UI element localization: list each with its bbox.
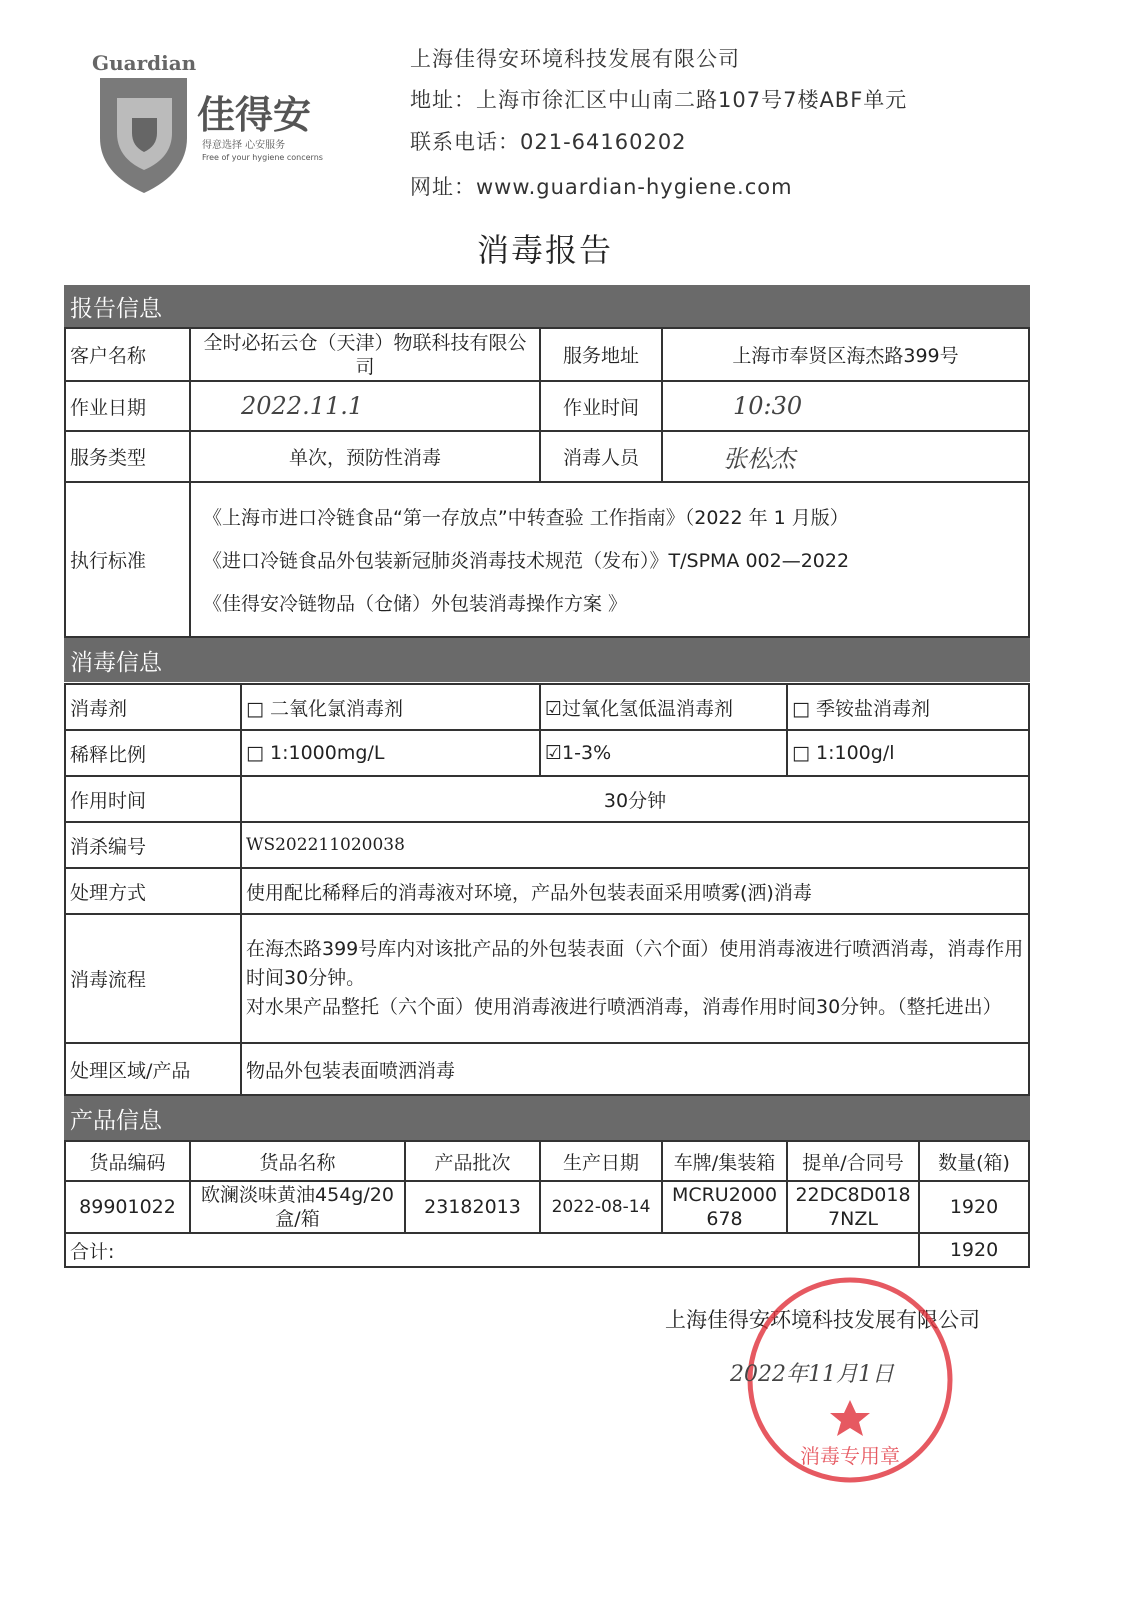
agent-option[interactable]	[787, 684, 1029, 730]
checked-checkbox-icon[interactable]: ☑	[545, 742, 563, 764]
cell: 89901022	[65, 1181, 190, 1233]
footer-date: 2022年11月1日	[730, 1362, 894, 1387]
product-table	[64, 1140, 1030, 1268]
cell: 欧澜淡味黄油454g/20盒/箱	[190, 1181, 405, 1233]
cell: 23182013	[405, 1181, 540, 1233]
process-step: 对水果产品整托（六个面）使用消毒液进行喷洒消毒，消毒作用时间30分钟。（整托进出）	[246, 996, 1002, 1018]
standard-item: 《上海市进口冷链食品“第一存放点”中转查验 工作指南》（2022 年 1 月版）	[203, 507, 849, 529]
option-label: 1:100g/l	[816, 742, 895, 764]
service-type: 单次，预防性消毒	[190, 431, 540, 482]
company-address: 地址：上海市徐汇区中山南二路107号7楼ABF单元	[410, 88, 908, 112]
staff-signature: 张松杰	[662, 431, 1029, 482]
label: 处理区域/产品	[65, 1043, 241, 1095]
checked-checkbox-icon[interactable]: ☑	[545, 697, 563, 720]
ratio-option[interactable]	[241, 730, 540, 776]
section-disinfection: 消毒信息	[64, 638, 1030, 682]
svg-text:得意选择 心安服务: 得意选择 心安服务	[202, 140, 286, 151]
svg-text:佳得安: 佳得安	[197, 93, 312, 137]
cell: 1920	[919, 1181, 1029, 1233]
service-address: 上海市奉贤区海杰路399号	[662, 328, 1029, 381]
checkbox-icon[interactable]: □	[246, 742, 264, 764]
work-time: 10:30	[662, 381, 1029, 431]
company-website: 网址：www.guardian-hygiene.com	[410, 175, 793, 199]
section-product: 产品信息	[64, 1096, 1030, 1140]
column-header: 车牌/集装箱	[662, 1141, 787, 1181]
footer-company: 上海佳得安环境科技发展有限公司	[665, 1308, 980, 1332]
svg-text:Free of your hygiene concerns: Free of your hygiene concerns	[202, 153, 323, 162]
process	[241, 914, 1029, 1043]
checkbox-icon[interactable]: □	[246, 697, 264, 720]
standard-item: 《佳得安冷链物品（仓储）外包装消毒操作方案 》	[203, 593, 628, 615]
column-header: 货品编码	[65, 1141, 190, 1181]
label: 消毒人员	[540, 431, 662, 482]
label: 作业时间	[540, 381, 662, 431]
area: 物品外包装表面喷洒消毒	[241, 1043, 1029, 1095]
label: 服务类型	[65, 431, 190, 482]
option-label: 二氧化氯消毒剂	[270, 697, 404, 720]
customer-name: 全时必拓云仓（天津）物联科技有限公司	[190, 328, 540, 381]
duration: 30分钟	[241, 776, 1029, 822]
checkbox-icon[interactable]: □	[792, 697, 810, 720]
cell: MCRU2000678	[662, 1181, 787, 1233]
total-label: 合计:	[65, 1233, 919, 1267]
agent-option[interactable]	[540, 684, 787, 730]
column-header: 数量(箱)	[919, 1141, 1029, 1181]
method: 使用配比稀释后的消毒液对环境，产品外包装表面采用喷雾(洒)消毒	[241, 868, 1029, 914]
report-table	[64, 327, 1030, 638]
table-row	[65, 1181, 1029, 1233]
column-header: 货品名称	[190, 1141, 405, 1181]
page-title: 消毒报告	[476, 231, 613, 269]
svg-text:Guardian: Guardian	[92, 51, 197, 75]
company-name: 上海佳得安环境科技发展有限公司	[410, 47, 740, 71]
total-value: 1920	[919, 1233, 1029, 1267]
company-logo	[92, 48, 342, 198]
column-header: 产品批次	[405, 1141, 540, 1181]
ratio-option[interactable]	[787, 730, 1029, 776]
work-date: 2022.11.1	[190, 381, 540, 431]
label: 执行标准	[65, 482, 190, 637]
option-label: 1:1000mg/L	[270, 742, 385, 764]
label: 客户名称	[65, 328, 190, 381]
cell: 2022-08-14	[540, 1181, 662, 1233]
standard-item: 《进口冷链食品外包装新冠肺炎消毒技术规范（发布）》T/SPMA 002—2022	[203, 550, 850, 572]
disinfection-table	[64, 683, 1030, 1096]
column-header: 提单/合同号	[787, 1141, 919, 1181]
label: 消毒流程	[65, 914, 241, 1043]
option-label: 季铵盐消毒剂	[816, 697, 931, 720]
section-report: 报告信息	[64, 285, 1030, 327]
label: 作用时间	[65, 776, 241, 822]
option-label: 过氧化氢低温消毒剂	[562, 697, 734, 720]
option-label: 1-3%	[562, 742, 612, 764]
cell: 22DC8D0187NZL	[787, 1181, 919, 1233]
label: 服务地址	[540, 328, 662, 381]
svg-text:消毒专用章: 消毒专用章	[800, 1444, 900, 1468]
label: 消毒剂	[65, 684, 241, 730]
label: 消杀编号	[65, 822, 241, 868]
company-phone: 联系电话：021-64160202	[410, 130, 687, 154]
ratio-option[interactable]	[540, 730, 787, 776]
checkbox-icon[interactable]: □	[792, 742, 810, 764]
label: 稀释比例	[65, 730, 241, 776]
disinfection-code: WS202211020038	[241, 822, 1029, 868]
agent-option[interactable]	[241, 684, 540, 730]
label: 作业日期	[65, 381, 190, 431]
process-step: 在海杰路399号库内对该批产品的外包装表面（六个面）使用消毒液进行喷洒消毒，消毒作用时间30分钟。	[246, 938, 1024, 989]
standards-list	[190, 482, 1029, 637]
column-header: 生产日期	[540, 1141, 662, 1181]
label: 处理方式	[65, 868, 241, 914]
